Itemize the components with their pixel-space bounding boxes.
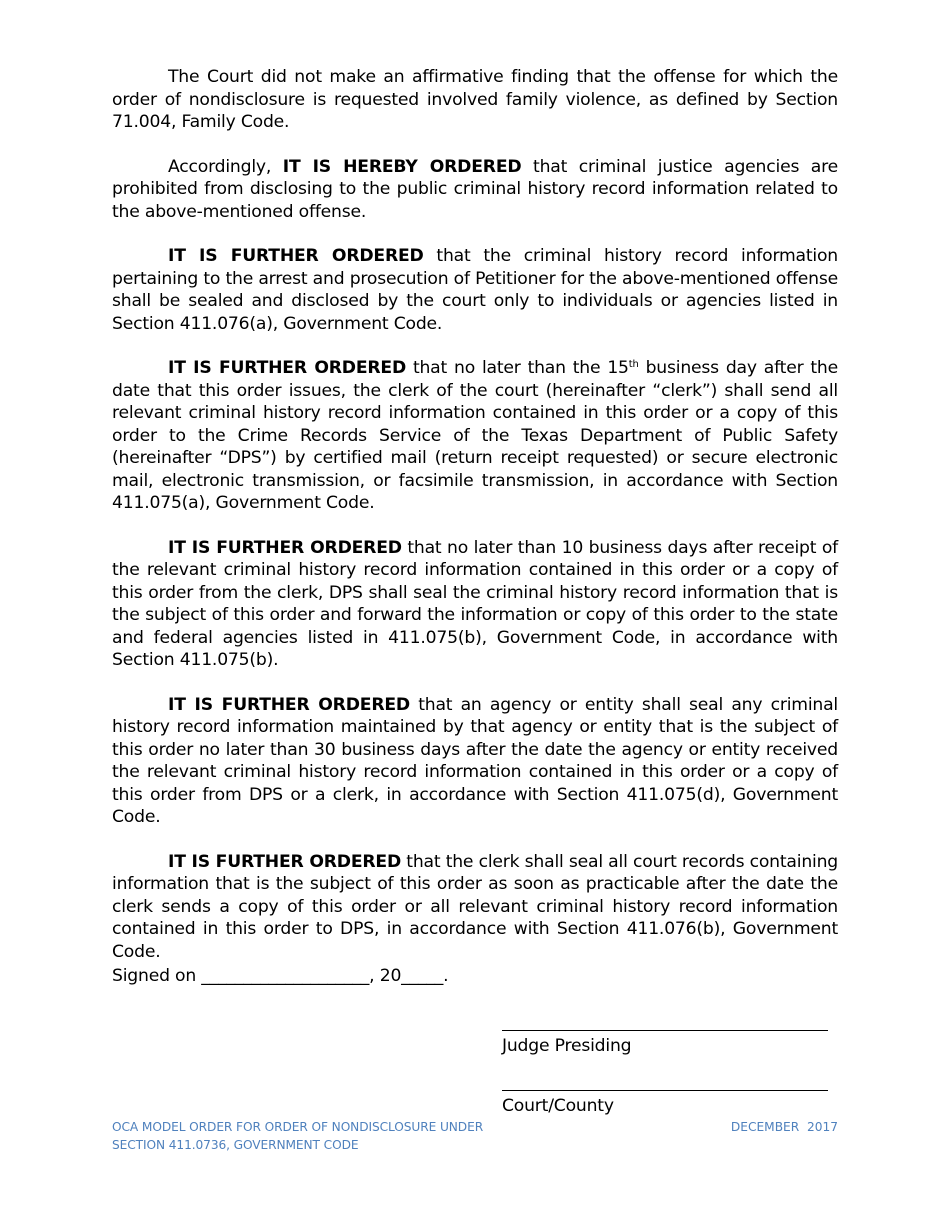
judge-presiding-label: Judge Presiding bbox=[502, 1036, 632, 1056]
paragraph-further-ordered-sealed bbox=[112, 245, 838, 335]
court-signature-block bbox=[502, 1071, 828, 1117]
paragraph-text: that the criminal history record information pertaining to the arrest and prosecution of Petitioner for the above-mentioned offense shall be sealed and disclosed by the court only to individuals or agencies listed in Section 411.076(a), Government Code. bbox=[112, 246, 839, 334]
paragraph-text-before-sup: that no later than the 15 bbox=[406, 358, 629, 378]
court-county-label: Court/County bbox=[502, 1096, 614, 1116]
footer-line-1: OCA MODEL ORDER FOR ORDER OF NONDISCLOSURE UNDER bbox=[112, 1120, 484, 1134]
paragraph-bold-heading: IT IS FURTHER ORDERED bbox=[168, 694, 410, 715]
paragraph-hereby-ordered bbox=[112, 156, 838, 224]
paragraph-bold-heading: IT IS FURTHER ORDERED bbox=[168, 246, 424, 266]
paragraph-text: that the clerk shall seal all court records containing information that is the subject of this order as soon as practicable after the date the clerk sends a copy of this order or all relevant criminal history record information contained in this order to DPS, in accordance with Section 411.076(b), Government Code. bbox=[112, 851, 838, 962]
paragraph-family-violence bbox=[112, 66, 838, 134]
paragraph-bold-heading: IT IS FURTHER ORDERED bbox=[168, 358, 407, 378]
paragraph-further-ordered-clerk bbox=[112, 357, 838, 515]
judge-signature-block bbox=[502, 1011, 828, 1057]
paragraph-text: that criminal justice agencies are prohibited from disclosing to the public criminal history record information related to the above-mentioned offense. bbox=[112, 156, 838, 222]
court-signature-line bbox=[502, 1071, 828, 1091]
paragraph-bold-heading: IT IS HEREBY ORDERED bbox=[282, 156, 522, 177]
paragraph-further-ordered-dps bbox=[112, 537, 838, 672]
signed-on-line: Signed on ____________________, 20_____. bbox=[112, 966, 449, 986]
ordinal-superscript: th bbox=[628, 359, 639, 370]
paragraph-bold-heading: IT IS FURTHER ORDERED bbox=[168, 851, 402, 872]
paragraph-lead: Accordingly, bbox=[168, 156, 283, 177]
paragraph-further-ordered-court-records bbox=[112, 851, 838, 964]
paragraph-text: The Court did not make an affirmative finding that the offense for which the order of nondisclosure is requested involved family violence, as defined by Section 71.004, Family Code. bbox=[112, 67, 838, 132]
judge-signature-line bbox=[502, 1011, 828, 1031]
footer-line-2: SECTION 411.0736, GOVERNMENT CODE bbox=[112, 1137, 359, 1152]
paragraph-bold-heading: IT IS FURTHER ORDERED bbox=[168, 537, 402, 558]
paragraph-text: business day after the date that this order issues, the clerk of the court (hereinafter “clerk”) shall send all relevant criminal history record information contained in this order or a copy of this order to the Crime Records Service of the Texas Department of Public Safety (hereinafter “DPS”) by certified mail (return receipt requested) or secure electronic mail, electronic transmission, or facsimile transmission, in accordance with Section 411.075(a), Government Code. bbox=[112, 358, 839, 513]
order-body bbox=[112, 66, 838, 985]
footer-form-title bbox=[112, 1119, 483, 1154]
paragraph-text: that no later than 10 business days after receipt of the relevant criminal history record information contained in this order or a copy of this order from the clerk, DPS shall seal the criminal history record information that is the subject of this order and forward the information or copy of this order to the state and federal agencies listed in 411.075(b), Government Code, in accordance with Section 411.075(b). bbox=[112, 537, 838, 670]
paragraph-further-ordered-agency bbox=[112, 694, 838, 829]
paragraph-text: that an agency or entity shall seal any criminal history record information maintained by that agency or entity that is the subject of this order no later than 30 business days after the date the agency or entity received the relevant criminal history record information contained in this order or a copy of this order from DPS or a clerk, in accordance with Section 411.075(d), Government Code. bbox=[112, 694, 838, 827]
footer-date: DECEMBER 2017 bbox=[730, 1120, 838, 1134]
